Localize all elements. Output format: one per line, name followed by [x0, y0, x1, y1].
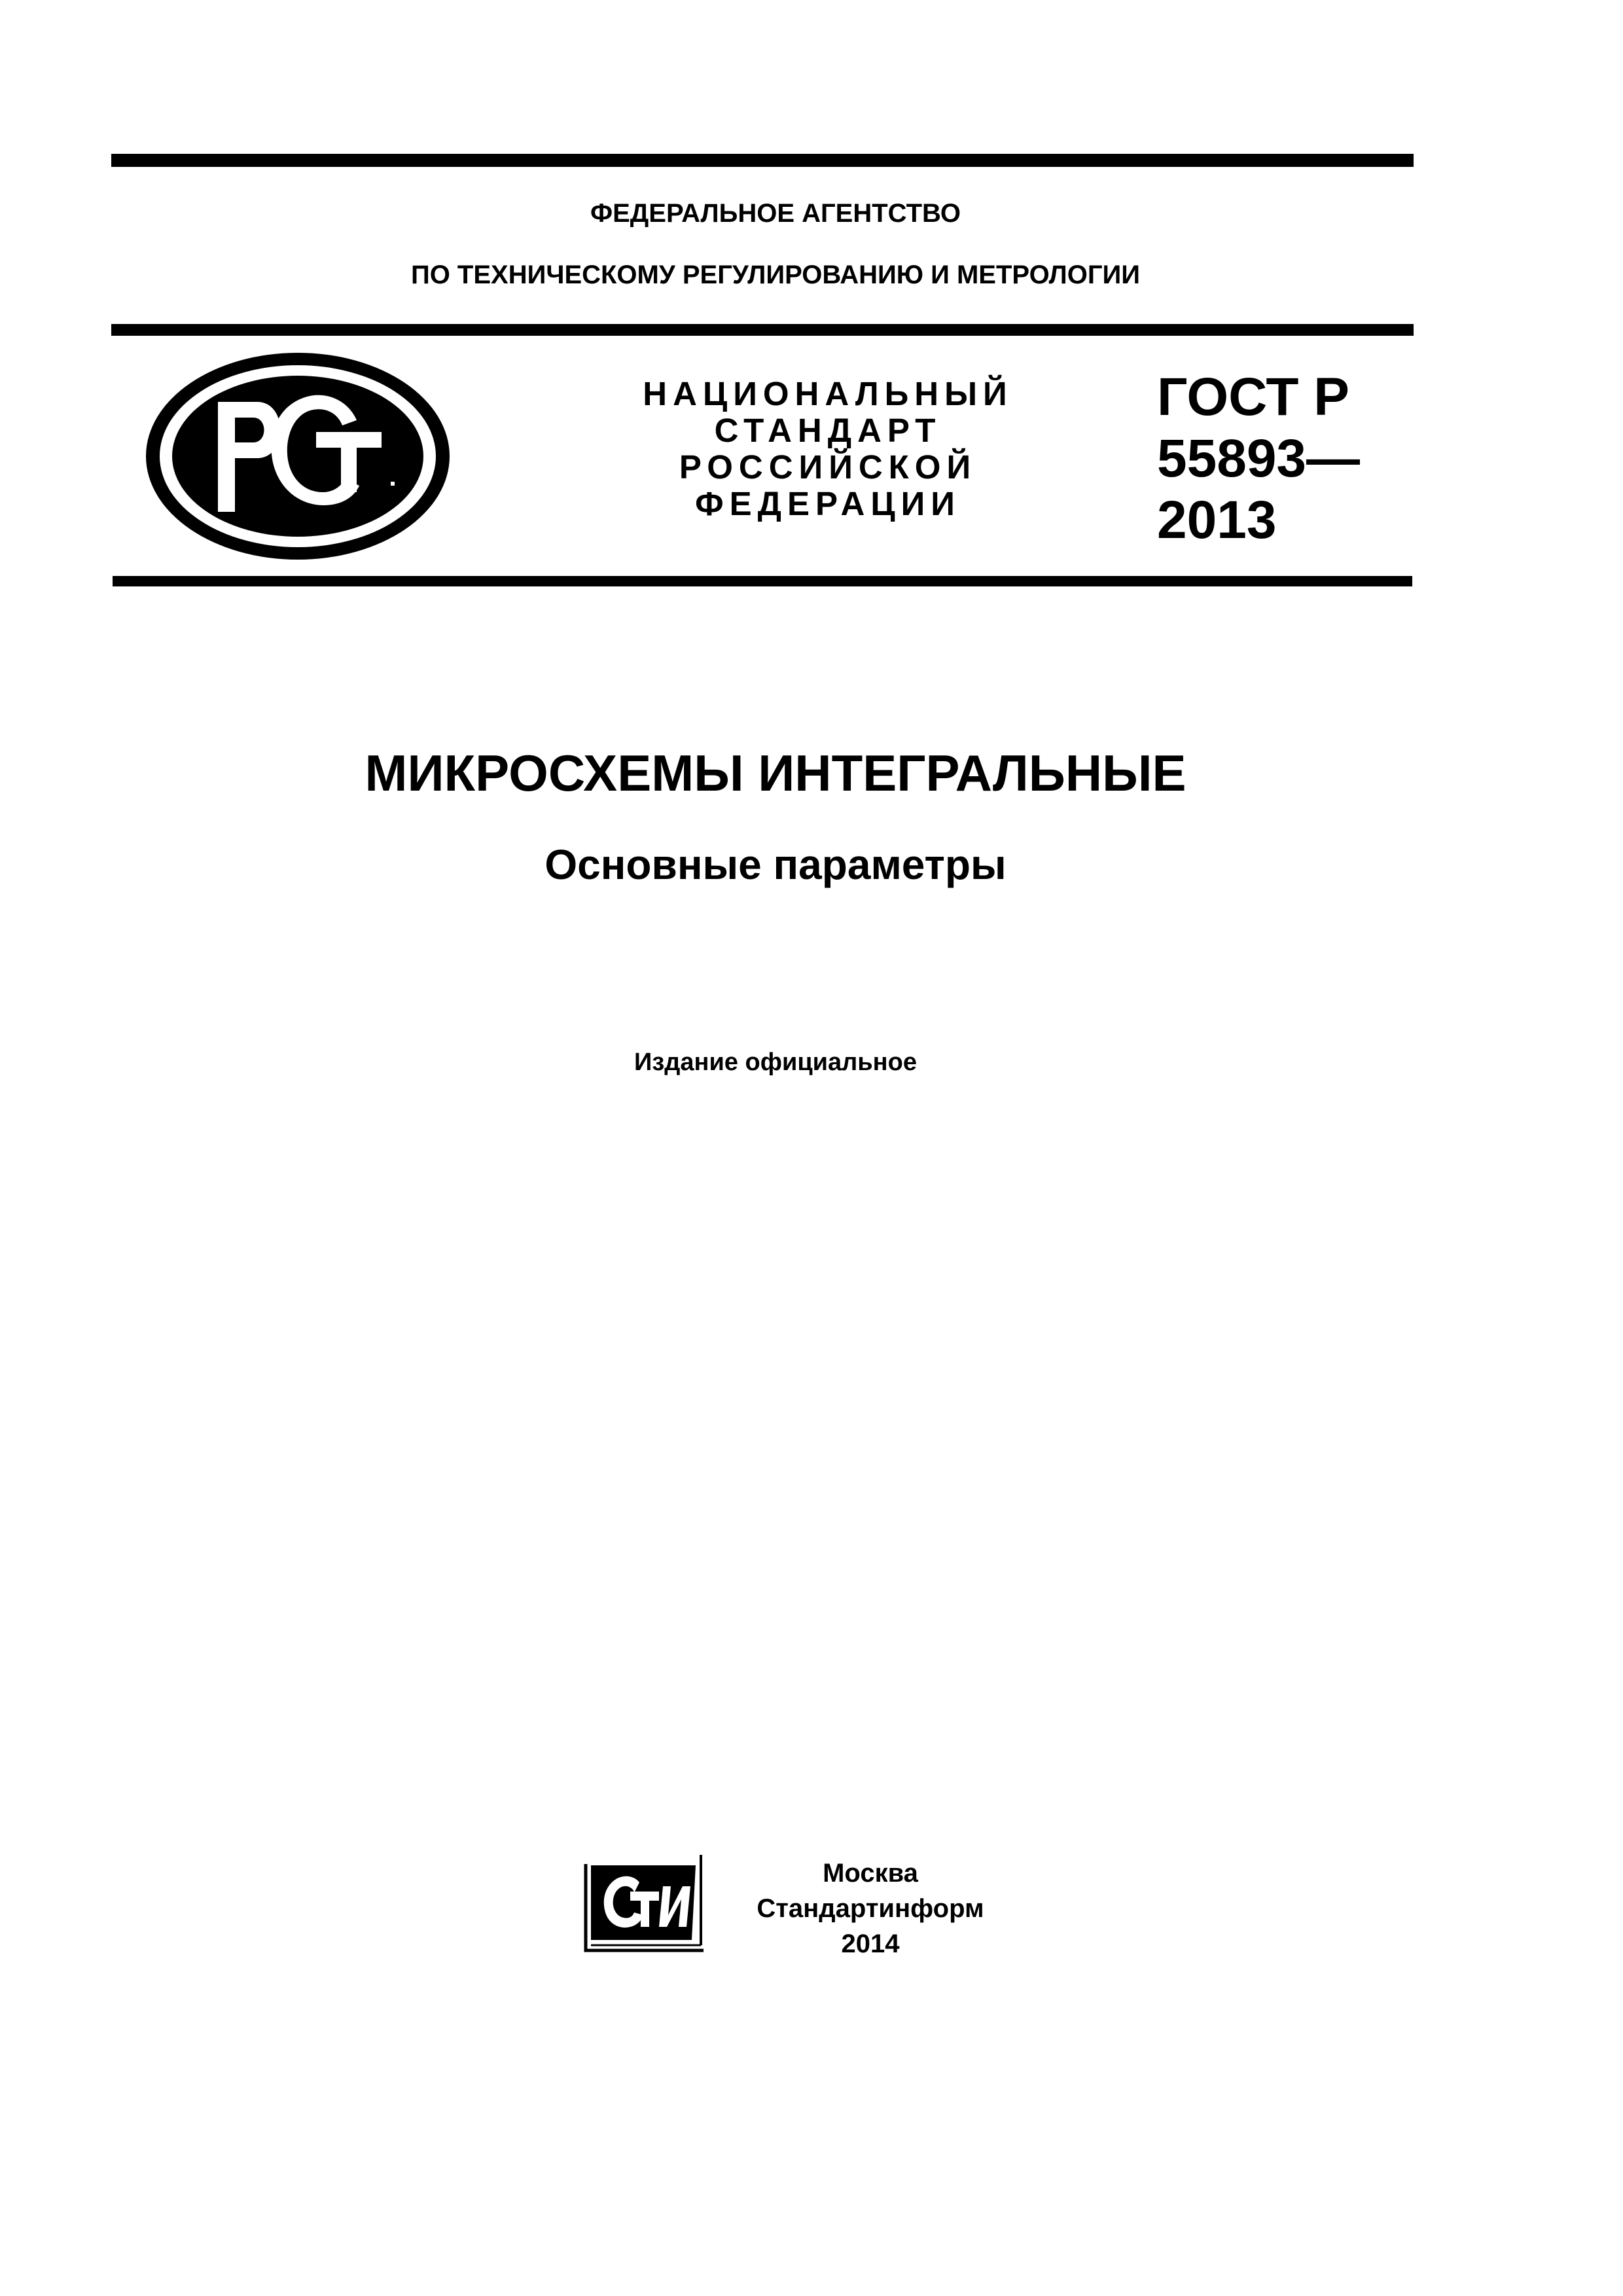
top-rule — [111, 154, 1414, 167]
agency-name-line-1: ФЕДЕРАЛЬНОЕ АГЕНТСТВО — [590, 199, 961, 228]
agency-name-line-2: ПО ТЕХНИЧЕСКОМУ РЕГУЛИРОВАНИЮ И МЕТРОЛОГИИ — [410, 260, 1141, 289]
publisher-city: Москва — [823, 1859, 918, 1888]
standard-title-line-3: РОССИЙСКОЙ — [679, 448, 977, 486]
gost-number-line-1: ГОСТ Р — [1157, 367, 1349, 427]
publication-year: 2014 — [841, 1929, 900, 1958]
sti-logo-icon — [579, 1852, 710, 1954]
national-standard-title — [622, 376, 1034, 522]
publisher-name: Стандартинформ — [757, 1894, 984, 1923]
rst-logo-icon — [141, 348, 455, 564]
standard-title-line-4: ФЕДЕРАЦИИ — [695, 485, 961, 522]
middle-rule — [111, 324, 1414, 336]
document-title: МИКРОСХЕМЫ ИНТЕГРАЛЬНЫЕ — [365, 744, 1186, 802]
gost-number — [1157, 367, 1360, 551]
publisher-info — [726, 1856, 1014, 1962]
bottom-rule — [113, 576, 1412, 586]
document-subtitle: Основные параметры — [544, 841, 1007, 888]
standard-title-line-2: СТАНДАРТ — [714, 412, 942, 449]
edition-label: Издание официальное — [634, 1049, 917, 1076]
standard-title-line-1: НАЦИОНАЛЬНЫЙ — [643, 375, 1013, 412]
gost-number-line-3: 2013 — [1157, 490, 1277, 550]
gost-number-line-2: 55893— — [1157, 429, 1361, 488]
